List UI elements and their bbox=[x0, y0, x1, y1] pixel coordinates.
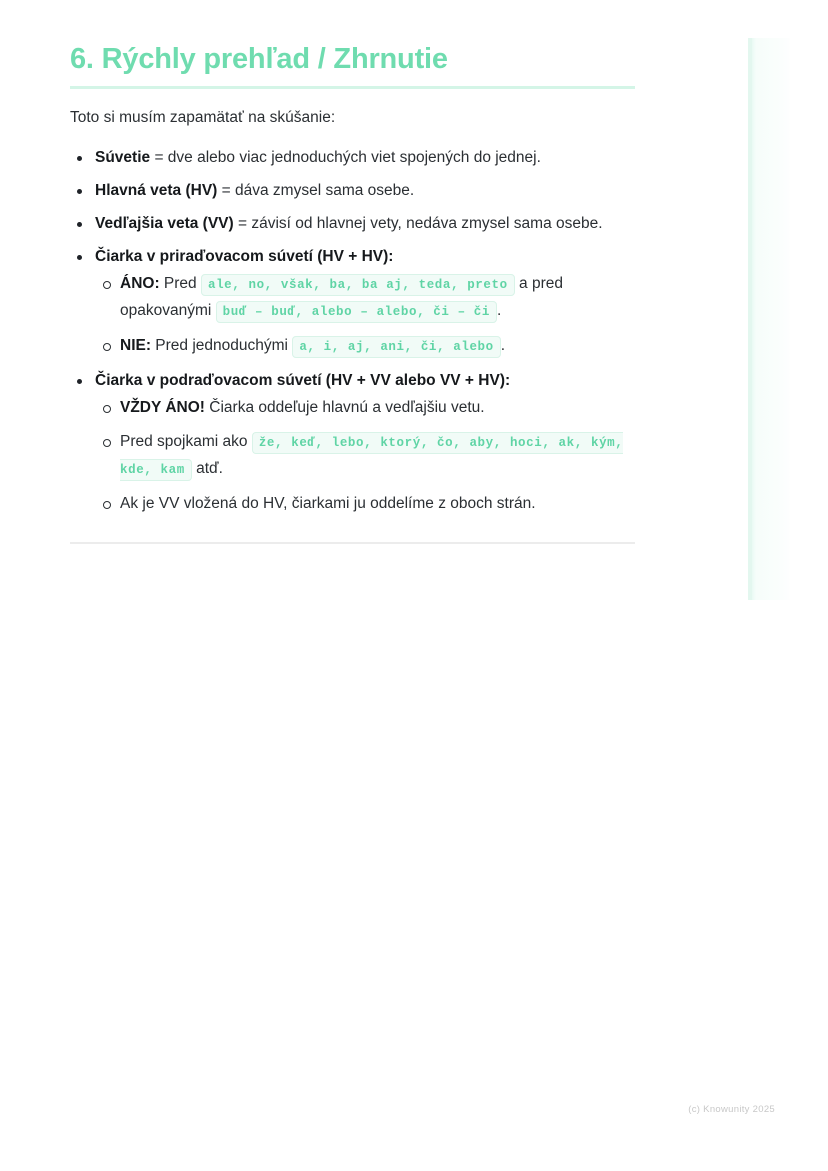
text: . bbox=[496, 302, 502, 319]
text: Pred jednoduchými bbox=[151, 337, 293, 354]
definition: = dve alebo viac jednoduchých viet spojených do jednej. bbox=[150, 149, 541, 166]
text: Pred spojkami ako bbox=[120, 433, 252, 450]
definition: = dáva zmysel sama osebe. bbox=[217, 182, 415, 199]
text: a pred opakovanými bbox=[120, 275, 563, 319]
text: atď. bbox=[191, 460, 223, 477]
term: Hlavná veta (HV) bbox=[95, 182, 218, 199]
sub-list-item bbox=[95, 333, 635, 360]
term: Čiarka v podraďovacom súvetí (HV + VV alebo VV + HV): bbox=[95, 372, 511, 389]
copyright-footer: (c) Knowunity 2025 bbox=[688, 1104, 775, 1115]
list-item bbox=[70, 368, 635, 517]
sub-list-item bbox=[95, 491, 635, 517]
term: Čiarka v priraďovacom súvetí (HV + HV): bbox=[95, 248, 394, 265]
term: Vedľajšia veta (VV) bbox=[95, 215, 234, 232]
sub-list-item bbox=[95, 271, 635, 325]
text: Čiarka oddeľuje hlavnú a vedľajšiu vetu. bbox=[204, 399, 485, 416]
intro-text: Toto si musím zapamätať na skúšanie: bbox=[70, 109, 336, 126]
page-title: 6. Rýchly prehľad / Zhrnutie bbox=[70, 40, 635, 89]
code-chip: ale, no, však, ba, ba aj, teda, preto bbox=[201, 274, 515, 296]
term: ÁNO: bbox=[120, 275, 160, 292]
list-item bbox=[70, 244, 635, 360]
text: Ak je VV vložená do HV, čiarkami ju oddelíme z oboch strán. bbox=[120, 495, 536, 512]
term: Súvetie bbox=[95, 149, 151, 166]
document-page bbox=[70, 40, 635, 525]
text: Pred bbox=[159, 275, 201, 292]
summary-list bbox=[70, 145, 635, 517]
term: VŽDY ÁNO! bbox=[120, 399, 205, 416]
code-chip: buď – buď, alebo – alebo, či – či bbox=[216, 301, 497, 323]
list-item bbox=[70, 211, 635, 236]
text: . bbox=[500, 337, 506, 354]
sub-list bbox=[95, 395, 635, 517]
list-item bbox=[70, 145, 635, 170]
sub-list-item bbox=[95, 395, 635, 421]
list-item bbox=[70, 178, 635, 203]
definition: = závisí od hlavnej vety, nedáva zmysel sama osebe. bbox=[233, 215, 603, 232]
code-chip: a, i, aj, ani, či, alebo bbox=[292, 336, 500, 358]
side-accent-bar bbox=[748, 38, 790, 600]
term: NIE: bbox=[120, 337, 151, 354]
sub-list-item bbox=[95, 429, 635, 483]
sub-list bbox=[95, 271, 635, 360]
section-divider bbox=[70, 542, 635, 544]
code-chip: že, keď, lebo, ktorý, čo, aby, hoci, ak, kým, kde, kam bbox=[120, 432, 623, 481]
